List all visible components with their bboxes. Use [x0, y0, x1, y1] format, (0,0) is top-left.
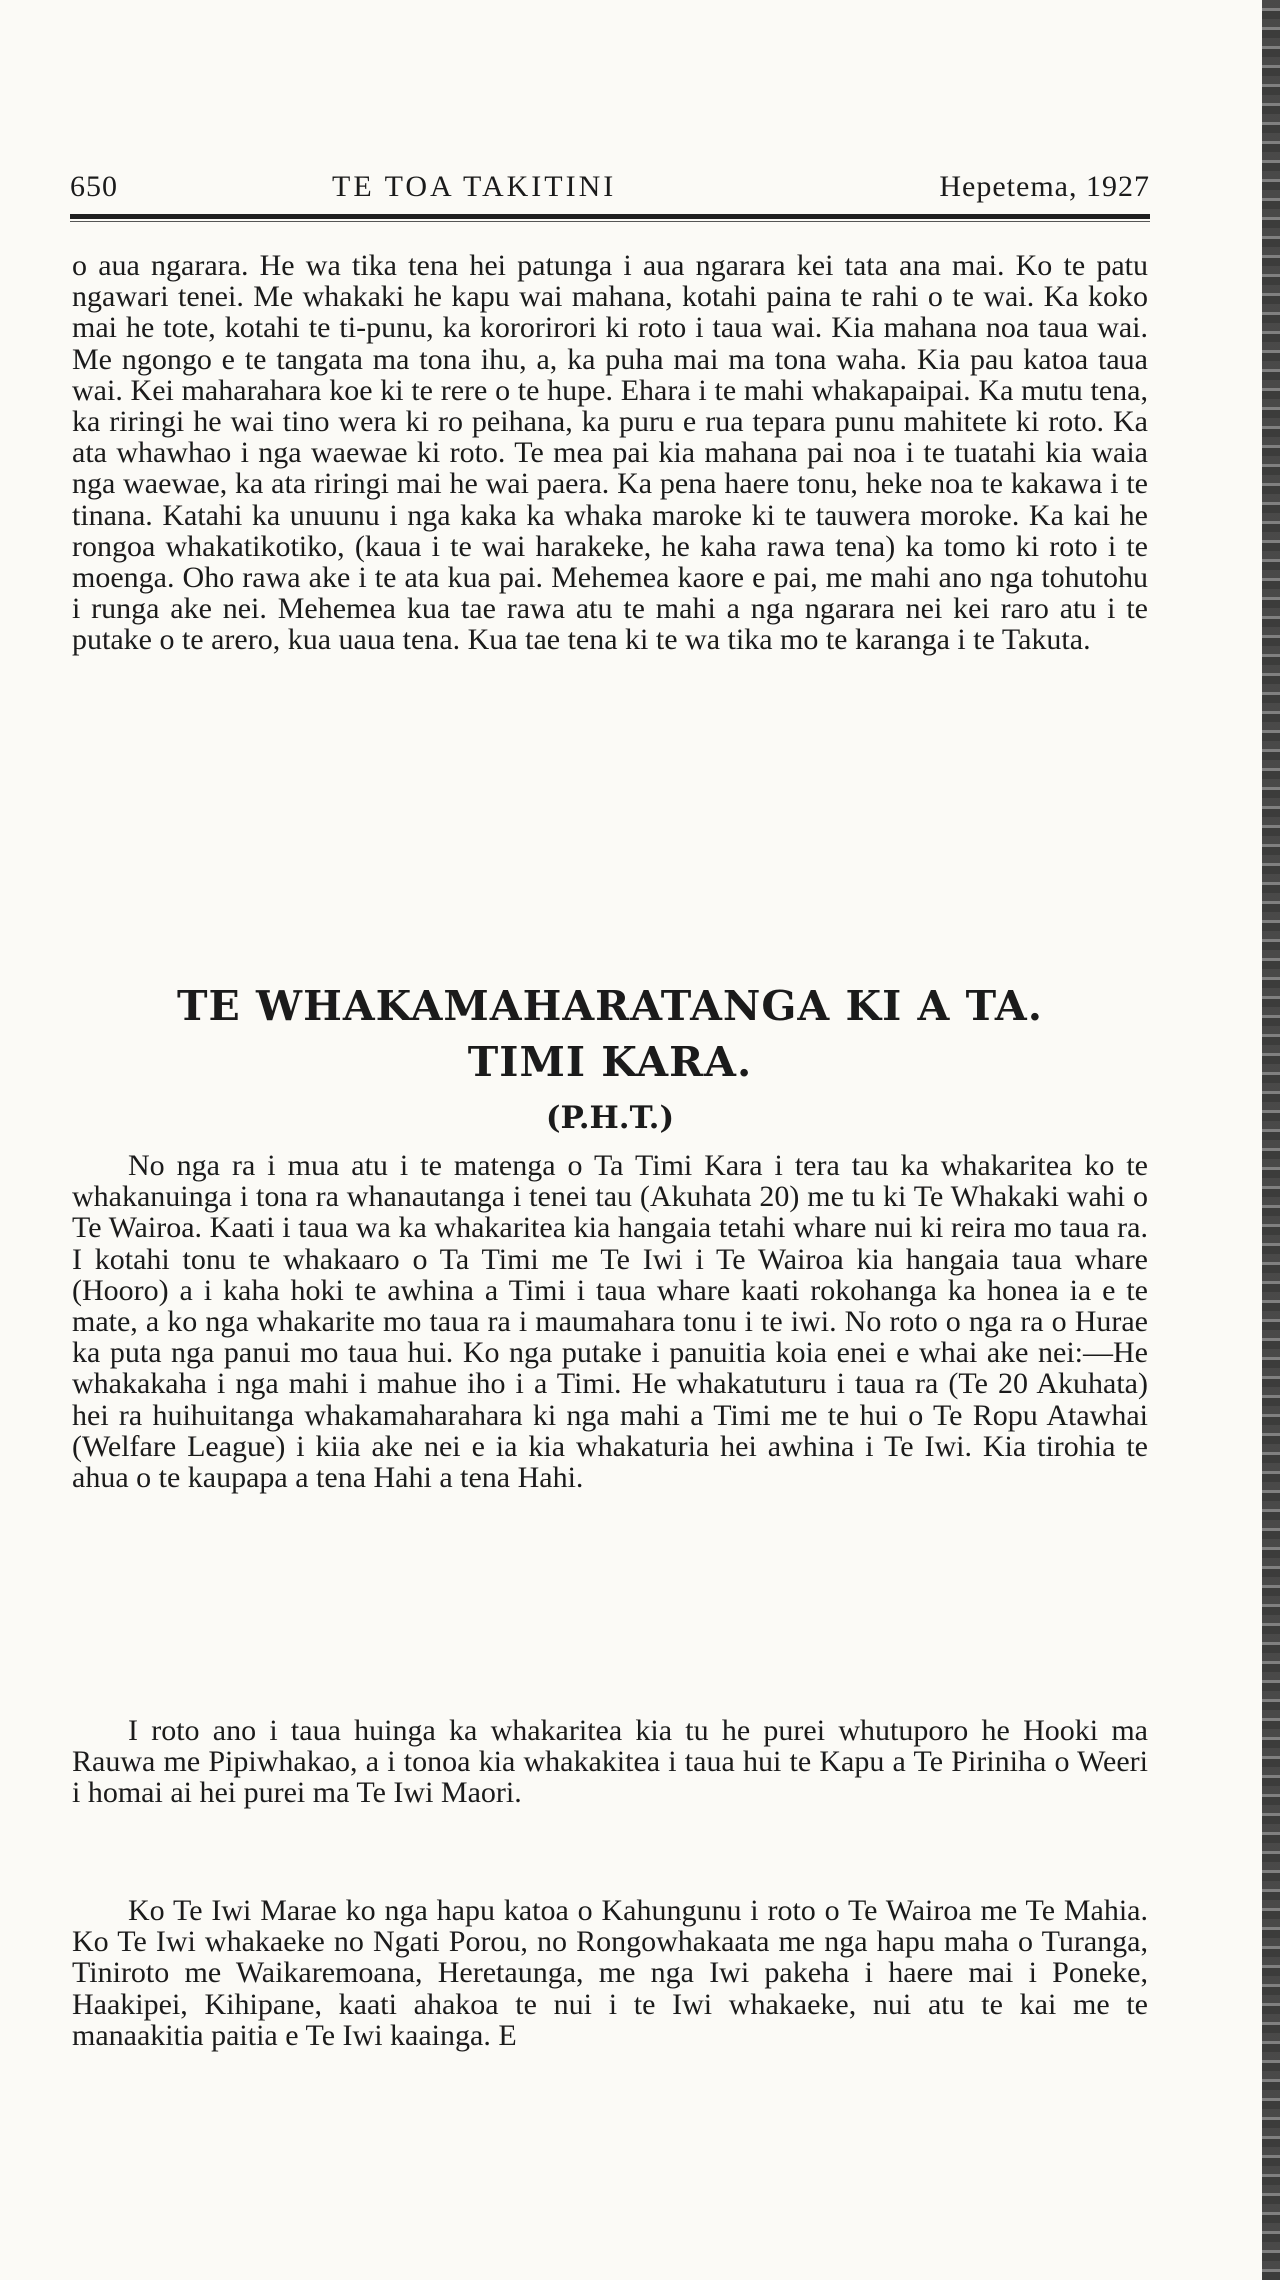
page-number: 650	[70, 170, 118, 203]
header-rule	[70, 214, 1150, 219]
article-title-line-1: TE WHAKAMAHARATANGA KI A TA.	[177, 982, 1043, 1030]
header-rule-thin	[70, 221, 1150, 222]
scan-edge	[1262, 0, 1280, 2280]
publication-title: TE TOA TAKITINI	[332, 170, 617, 203]
article-byline: (P.H.T.)	[545, 1100, 675, 1136]
article-paragraph-3: Ko Te Iwi Marae ko nga hapu katoa o Kahungunu i roto o Te Wairoa me Te Mahia. Ko Te Iwi whakaeke no Ngati Porou, no Rongowhakaata me nga hapu maha o Turanga, Tiniroto me Waikaremoana, Heretaunga, me nga Iwi pakeha i haere mai i Poneke, Haakipei, Kihipane, kaati ahakoa te nui i te Iwi whakaeke, nui atu te kai me te manaakitia paitia e Te Iwi kaainga. E	[72, 1894, 1148, 2052]
article-title-line-2: TIMI KARA.	[467, 1038, 753, 1086]
issue-date: Hepetema, 1927	[939, 170, 1150, 203]
paragraph-continuation: o aua ngarara. He wa tika tena hei patunga i aua ngarara kei tata ana mai. Ko te patu ngawari tenei. Me whakaki he kapu wai mahana, kotahi paina te rahi o te wai. Ka koko mai he tote, kotahi te ti-punu, ka kororirori ki roto i taua wai. Kia mahana noa taua wai. Me ngongo e te tangata ma tona ihu, a, ka puha mai ma tona waha. Kia pau katoa taua wai. Kei maharahara koe ki te rere o te hupe. Ehara i te mahi whakapaipai. Ka mutu tena, ka riringi he wai tino wera ki ro peihana, ka puru e rua tepara punu mahitete ki roto. Ka ata whawhao i nga waewae ki roto. Te mea pai kia mahana pai noa i te tuatahi kia waia nga waewae, ka ata riringi mai he wai paera. Ka pena haere tonu, heke noa te kakawa i te tinana. Katahi ka unuunu i nga kaka ka whaka maroke ki te tauwera moroke. Ka kai he rongoa whakatikotiko, (kaua i te wai harakeke, he kaha rawa tena) ka tomo ki roto i te moenga. Oho rawa ake i te ata kua pai. Mehemea kaore e pai, me mahi ano nga tohutohu i runga ake nei. Mehemea kua tae rawa atu te mahi a nga ngarara nei kei raro atu i te putake o te arero, kua uaua tena. Kua tae tena ki te wa tika mo te karanga i te Takuta.	[72, 249, 1148, 657]
article-paragraph-1: No nga ra i mua atu i te matenga o Ta Timi Kara i tera tau ka whakaritea ko te whakanuinga i tona ra whanautanga i tenei tau (Akuhata 20) me tu ki Te Whakaki wahi o Te Wairoa. Kaati i taua wa ka whakaritea kia hangaia tetahi whare nui ki reira mo taua ra. I kotahi tonu te whakaaro o Ta Timi me Te Iwi i Te Wairoa kia hangaia taua whare (Hooro) a i kaha hoki te awhina a Timi i taua whare kaati rokohanga ka honea ia e te mate, a ko nga whakarite mo taua ra i maumahara tonu i te iwi. No roto o nga ra o Hurae ka puta nga panui mo taua hui. Ko nga putake i panuitia koia enei e whai ake nei:—He whakakaha i nga mahi i mahue iho i a Timi. He whakatuturu i taua ra (Te 20 Akuhata) hei ra huihuitanga whakamaharahara ki nga mahi a Timi me te hui o Te Ropu Atawhai (Welfare League) i kiia ake nei e ia kia whakaturia hei awhina i Te Iwi. Kia tirohia te ahua o te kaupapa a tena Hahi a tena Hahi.	[72, 1149, 1148, 1495]
running-header	[70, 170, 1150, 210]
article-paragraph-2: I roto ano i taua huinga ka whakaritea kia tu he purei whutuporo he Hooki ma Rauwa me Pipiwhakao, a i tonoa kia whakakitea i taua hui te Kapu a Te Piriniha o Weeri i homai ai hei purei ma Te Iwi Maori.	[72, 1714, 1148, 1810]
